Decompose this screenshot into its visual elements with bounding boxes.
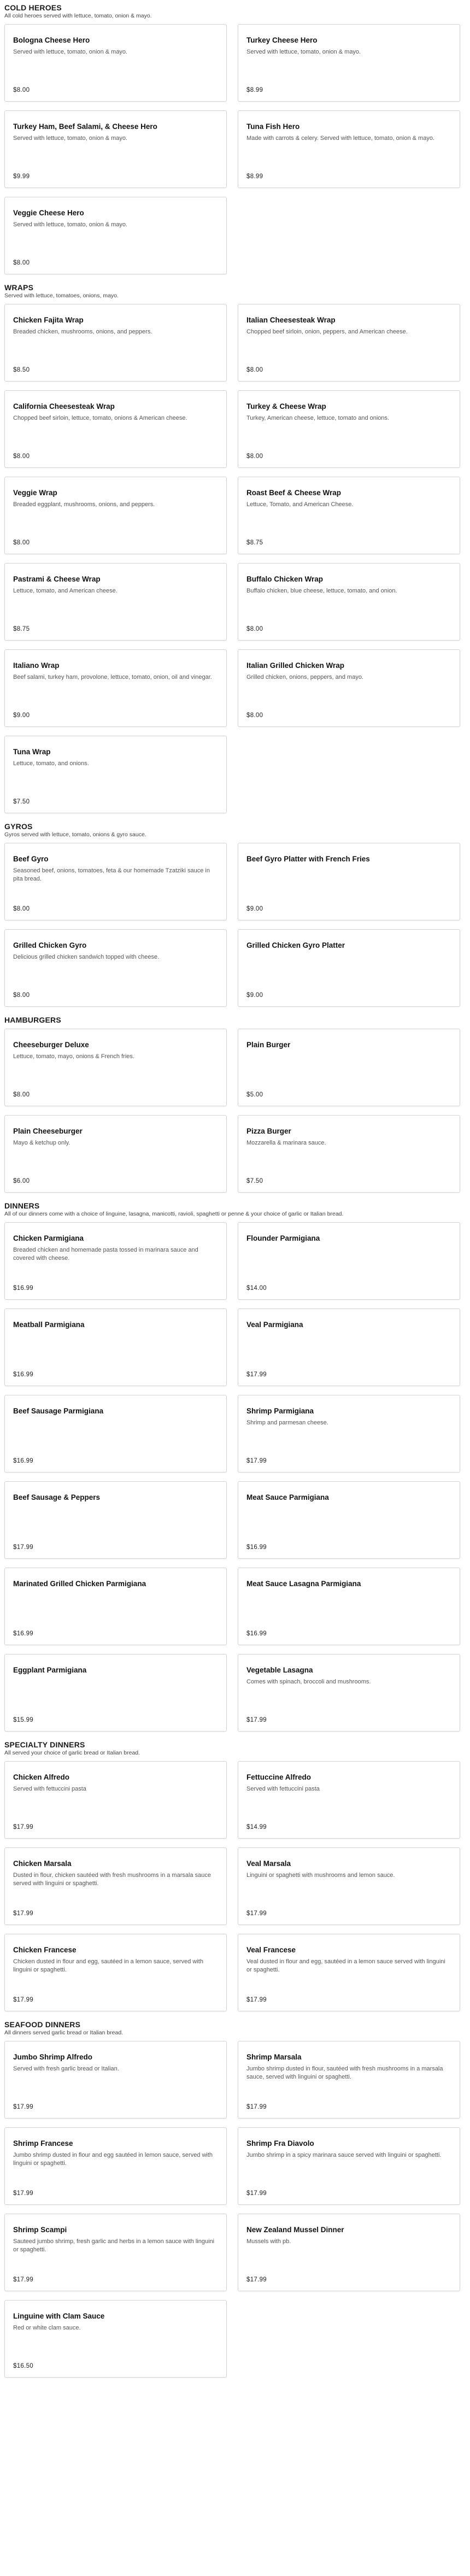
menu-item-price: $17.99 <box>246 1458 267 1464</box>
menu-item-grid <box>4 2041 466 2378</box>
menu-item-price: $14.99 <box>246 1824 267 1830</box>
menu-item-card[interactable] <box>238 1222 460 1300</box>
menu-item-card[interactable] <box>4 24 227 102</box>
menu-item-name: Eggplant Parmigiana <box>13 1666 87 1674</box>
menu-item-name: Tuna Fish Hero <box>246 122 300 131</box>
menu-item-description: Comes with spinach, broccoli and mushrooms. <box>246 1679 371 1685</box>
menu-item-name: Meatball Parmigiana <box>13 1321 85 1329</box>
menu-item-card[interactable] <box>4 390 227 468</box>
menu-item-description: Lettuce, tomato, and American cheese. <box>13 588 118 594</box>
menu-item-name: Jumbo Shrimp Alfredo <box>13 2053 93 2061</box>
menu-item-card[interactable] <box>4 1761 227 1839</box>
menu-item-description: Jumbo shrimp dusted in flour and egg sautéed in lemon sauce, served with linguini or spaghetti. <box>13 2152 213 2167</box>
section-title: HAMBURGERS <box>4 1016 61 1024</box>
menu-item-price: $17.99 <box>13 2104 33 2110</box>
section-description: All cold heroes served with lettuce, tomato, onion & mayo. <box>4 13 152 19</box>
menu-item-description: Lettuce, Tomato, and American Cheese. <box>246 501 354 508</box>
menu-item-description: Grilled chicken, onions, peppers, and mayo. <box>246 674 364 680</box>
menu-item-name: Beef Gyro Platter with French Fries <box>246 855 370 863</box>
menu-item-grid <box>4 304 466 813</box>
menu-item-card[interactable] <box>238 110 460 188</box>
menu-item-grid <box>4 1222 466 1732</box>
menu-item-description: Served with lettuce, tomato, onion & mayo. <box>13 49 128 55</box>
menu-item-card[interactable] <box>4 1934 227 2011</box>
menu-item-name: Plain Burger <box>246 1041 291 1049</box>
menu-item-name: Vegetable Lasagna <box>246 1666 313 1674</box>
section-title: DINNERS <box>4 1201 40 1210</box>
menu-section-gyros <box>0 819 470 1007</box>
menu-item-description <box>246 953 451 989</box>
menu-item-description: Breaded chicken and homemade pasta tossed in marinara sauce and covered with cheese. <box>13 1247 198 1261</box>
menu-section-specialty-dinners <box>0 1737 470 2011</box>
menu-item-description <box>13 1333 218 1368</box>
section-title: SPECIALTY DINNERS <box>4 1740 85 1749</box>
menu-item-card[interactable] <box>238 1654 460 1732</box>
menu-item-name: Bologna Cheese Hero <box>13 36 90 44</box>
menu-item-card[interactable] <box>238 1115 460 1193</box>
menu-item-card[interactable] <box>4 1481 227 1559</box>
menu-item-description <box>13 1419 218 1454</box>
menu-item-name: Buffalo Chicken Wrap <box>246 575 324 583</box>
menu-item-price: $15.99 <box>13 1717 33 1723</box>
menu-item-price: $17.99 <box>13 1997 33 2003</box>
menu-item-card[interactable] <box>238 929 460 1007</box>
menu-item-name: Turkey & Cheese Wrap <box>246 402 326 410</box>
menu-item-card[interactable] <box>4 2041 227 2119</box>
menu-item-card[interactable] <box>238 2214 460 2291</box>
section-description: All of our dinners come with a choice of linguine, lasagna, manicotti, ravioli, spaghetti or penne & your choice of garlic or Italian bread. <box>4 1211 344 1217</box>
menu-item-price: $7.50 <box>246 1178 263 1184</box>
menu-item-price: $9.99 <box>13 173 30 180</box>
menu-item-description: Jumbo shrimp in a spicy marinara sauce served with linguini or spaghetti. <box>246 2152 442 2158</box>
menu-item-price: $17.99 <box>13 1544 33 1551</box>
menu-item-grid <box>4 1761 466 2011</box>
menu-item-price: $17.99 <box>246 2104 267 2110</box>
menu-item-name: Italiano Wrap <box>13 661 60 670</box>
menu-item-price: $9.00 <box>246 992 263 999</box>
menu-item-price: $8.99 <box>246 87 263 93</box>
menu-item-name: Tuna Wrap <box>13 748 51 756</box>
menu-item-name: New Zealand Mussel Dinner <box>246 2226 344 2234</box>
menu-item-card[interactable] <box>238 2041 460 2119</box>
menu-item-card[interactable] <box>238 477 460 554</box>
menu-item-description: Seasoned beef, onions, tomatoes, feta & our homemade Tzatziki sauce in pita bread. <box>13 867 210 882</box>
menu-item-name: Roast Beef & Cheese Wrap <box>246 489 342 497</box>
menu-item-card[interactable] <box>4 110 227 188</box>
menu-item-name: Shrimp Fra Diavolo <box>246 2139 314 2147</box>
menu-item-price: $14.00 <box>246 1285 267 1292</box>
menu-item-description: Lettuce, tomato, and onions. <box>13 760 89 767</box>
menu-item-card[interactable] <box>238 1847 460 1925</box>
menu-item-price: $8.99 <box>246 173 263 180</box>
menu-item-card[interactable] <box>238 1308 460 1386</box>
menu-item-card[interactable] <box>4 1395 227 1472</box>
menu-item-price: $17.99 <box>246 1910 267 1917</box>
menu-item-price: $17.99 <box>13 1910 33 1917</box>
menu-item-card[interactable] <box>4 1308 227 1386</box>
menu-item-description: Mozzarella & marinara sauce. <box>246 1140 326 1146</box>
menu-item-price: $8.75 <box>246 539 263 546</box>
menu-item-description: Buffalo chicken, blue cheese, lettuce, tomato, and onion. <box>246 588 397 594</box>
menu-item-card[interactable] <box>4 1847 227 1925</box>
menu-item-card[interactable] <box>238 24 460 102</box>
menu-item-card[interactable] <box>238 1395 460 1472</box>
menu-item-name: Shrimp Parmigiana <box>246 1407 314 1415</box>
menu-item-price: $17.99 <box>246 1371 267 1378</box>
menu-item-description: Turkey, American cheese, lettuce, tomato and onions. <box>246 415 390 421</box>
menu-item-description: Chopped beef sirloin, onion, peppers, and American cheese. <box>246 328 408 335</box>
menu-item-description: Chopped beef sirloin, lettuce, tomato, onions & American cheese. <box>13 415 187 421</box>
menu-item-price: $17.99 <box>13 1824 33 1830</box>
menu-item-card[interactable] <box>4 1654 227 1732</box>
menu-item-grid <box>4 1029 466 1193</box>
menu-item-price: $16.99 <box>13 1371 33 1378</box>
menu-item-price: $8.00 <box>13 87 30 93</box>
menu-item-card[interactable] <box>4 929 227 1007</box>
menu-item-description: Shrimp and parmesan cheese. <box>246 1419 328 1426</box>
section-spacer <box>4 1024 466 1029</box>
menu-item-name: Veal Parmigiana <box>246 1321 303 1329</box>
menu-section-dinners <box>0 1198 470 1732</box>
menu-item-card[interactable] <box>4 563 227 641</box>
menu-item-card[interactable] <box>238 1029 460 1106</box>
menu-item-name: Plain Cheeseburger <box>13 1127 83 1135</box>
menu-item-card[interactable] <box>4 1222 227 1300</box>
menu-item-price: $8.00 <box>246 453 263 460</box>
menu-item-price: $16.50 <box>13 2363 33 2369</box>
menu-item-price: $16.99 <box>246 1544 267 1551</box>
menu-item-price: $16.99 <box>13 1285 33 1292</box>
section-title: WRAPS <box>4 283 34 292</box>
menu-item-name: Shrimp Francese <box>13 2139 73 2147</box>
menu-item-card[interactable] <box>4 2214 227 2291</box>
menu-item-name: Veal Marsala <box>246 1859 291 1868</box>
menu-item-description: Mussels with pb. <box>246 2238 291 2245</box>
menu-item-price: $8.00 <box>246 712 263 719</box>
menu-item-price: $8.00 <box>13 539 30 546</box>
menu-item-description <box>246 867 451 902</box>
menu-item-name: Italian Grilled Chicken Wrap <box>246 661 345 670</box>
menu-item-description <box>246 1333 451 1368</box>
menu-item-name: Chicken Fajita Wrap <box>13 316 84 324</box>
menu-item-price: $7.50 <box>13 799 30 805</box>
menu-item-description <box>246 1592 451 1627</box>
menu-item-name: Meat Sauce Parmigiana <box>246 1493 329 1501</box>
menu-item-card[interactable] <box>238 649 460 727</box>
menu-item-price: $8.00 <box>246 626 263 632</box>
menu-item-name: Pizza Burger <box>246 1127 291 1135</box>
menu-item-card[interactable] <box>4 304 227 382</box>
menu-item-name: Veggie Wrap <box>13 489 57 497</box>
menu-item-name: Chicken Parmigiana <box>13 1234 84 1242</box>
menu-item-description: Veal dusted in flour and egg, sautéed in a lemon sauce served with linguini or spaghetti. <box>246 1958 445 1973</box>
section-description: Gyros served with lettuce, tomato, onions & gyro sauce. <box>4 831 146 838</box>
menu-item-name: Chicken Marsala <box>13 1859 72 1868</box>
menu-item-description: Linguini or spaghetti with mushrooms and lemon sauce. <box>246 1872 395 1879</box>
menu-item-card[interactable] <box>4 736 227 813</box>
menu-item-name: Pastrami & Cheese Wrap <box>13 575 101 583</box>
section-description: All dinners served garlic bread or Italian bread. <box>4 2029 124 2036</box>
menu-item-price: $17.99 <box>246 1997 267 2003</box>
menu-item-card[interactable] <box>4 1115 227 1193</box>
menu-item-price: $8.75 <box>13 626 30 632</box>
menu-item-card[interactable] <box>4 477 227 554</box>
menu-item-price: $17.99 <box>246 1717 267 1723</box>
menu-item-description: Sauteed jumbo shrimp, fresh garlic and herbs in a lemon sauce with linguini or spaghetti. <box>13 2238 215 2253</box>
menu-item-price: $16.99 <box>246 1630 267 1637</box>
menu-item-card[interactable] <box>4 197 227 274</box>
menu-item-name: Marinated Grilled Chicken Parmigiana <box>13 1580 146 1588</box>
menu-item-name: Beef Sausage & Peppers <box>13 1493 101 1501</box>
menu-item-name: Turkey Ham, Beef Salami, & Cheese Hero <box>13 122 157 131</box>
menu-section-hamburgers <box>0 1012 470 1193</box>
menu-item-price: $8.50 <box>13 367 30 373</box>
menu-item-name: Chicken Alfredo <box>13 1773 70 1781</box>
menu-item-card[interactable] <box>238 2127 460 2205</box>
menu-item-price: $9.00 <box>13 712 30 719</box>
menu-item-name: California Cheesesteak Wrap <box>13 402 115 410</box>
menu-item-name: Meat Sauce Lasagna Parmigiana <box>246 1580 361 1588</box>
menu-item-card[interactable] <box>238 1481 460 1559</box>
menu-item-grid <box>4 24 466 274</box>
menu-item-price: $8.00 <box>13 1092 30 1098</box>
menu-item-description: Mayo & ketchup only. <box>13 1140 70 1146</box>
menu-item-description <box>13 1678 218 1714</box>
menu-item-price: $17.99 <box>246 2190 267 2197</box>
menu-item-price: $5.00 <box>246 1092 263 1098</box>
menu-item-card[interactable] <box>4 843 227 920</box>
menu-item-name: Veal Francese <box>246 1946 296 1954</box>
menu-item-price: $9.00 <box>246 906 263 912</box>
menu-section-cold-heroes <box>0 0 470 274</box>
menu-item-description: Dusted in flour, chicken sautéed with fresh mushrooms in a marsala sauce served with linguini or spaghetti. <box>13 1872 211 1887</box>
menu-item-name: Linguine with Clam Sauce <box>13 2312 105 2320</box>
menu-item-name: Chicken Francese <box>13 1946 77 1954</box>
menu-item-card[interactable] <box>238 563 460 641</box>
section-title: COLD HEROES <box>4 3 62 12</box>
menu-item-card[interactable] <box>4 649 227 727</box>
menu-item-description: Red or white clam sauce. <box>13 2325 81 2331</box>
menu-item-price: $17.99 <box>13 2190 33 2197</box>
menu-item-name: Veggie Cheese Hero <box>13 209 84 217</box>
menu-item-price: $8.00 <box>246 367 263 373</box>
menu-item-description: Jumbo shrimp dusted in flour, sautéed with fresh mushrooms in a marsala sauce, served with linguini or spaghetti. <box>246 2066 443 2080</box>
section-title: GYROS <box>4 822 33 831</box>
menu-item-price: $8.00 <box>13 906 30 912</box>
menu-item-description <box>246 1053 451 1088</box>
menu-item-name: Grilled Chicken Gyro Platter <box>246 941 345 949</box>
menu-item-description: Served with fettuccini pasta <box>13 1786 86 1792</box>
menu-item-price: $8.00 <box>13 453 30 460</box>
menu-item-price: $16.99 <box>13 1458 33 1464</box>
menu-item-card[interactable] <box>238 1761 460 1839</box>
section-description: All served your choice of garlic bread or Italian bread. <box>4 1750 140 1756</box>
menu-item-price: $8.00 <box>13 260 30 266</box>
menu-item-description <box>246 1246 451 1282</box>
menu-item-price: $8.00 <box>13 992 30 999</box>
menu-item-description: Served with fresh garlic bread or Italian. <box>13 2066 119 2072</box>
menu-item-card[interactable] <box>4 1568 227 1645</box>
menu-item-name: Beef Sausage Parmigiana <box>13 1407 104 1415</box>
menu-item-description: Lettuce, tomato, mayo, onions & French fries. <box>13 1053 134 1060</box>
menu-item-name: Shrimp Scampi <box>13 2226 67 2234</box>
menu-item-description: Breaded eggplant, mushrooms, onions, and peppers. <box>13 501 155 508</box>
menu-item-description: Served with lettuce, tomato, onion & mayo. <box>246 49 361 55</box>
menu-item-description: Served with fettuccini pasta <box>246 1786 320 1792</box>
menu-item-description: Served with lettuce, tomato, onion & mayo. <box>13 135 128 142</box>
menu-item-card[interactable] <box>238 390 460 468</box>
menu-item-card[interactable] <box>238 843 460 920</box>
menu-item-name: Fettuccine Alfredo <box>246 1773 312 1781</box>
menu-item-name: Beef Gyro <box>13 855 49 863</box>
menu-item-name: Grilled Chicken Gyro <box>13 941 87 949</box>
section-title: SEAFOOD DINNERS <box>4 2020 81 2029</box>
menu-item-card[interactable] <box>4 2300 227 2378</box>
menu-item-name: Italian Cheesesteak Wrap <box>246 316 336 324</box>
menu-item-price: $16.99 <box>13 1630 33 1637</box>
section-description: Served with lettuce, tomatoes, onions, mayo. <box>4 292 119 299</box>
menu-item-description: Breaded chicken, mushrooms, onions, and peppers. <box>13 328 152 335</box>
menu-item-card[interactable] <box>4 1029 227 1106</box>
menu-item-description: Chicken dusted in flour and egg, sautéed in a lemon sauce, served with linguini or spaghetti. <box>13 1958 203 1973</box>
menu-item-card[interactable] <box>4 2127 227 2205</box>
menu-section-wraps <box>0 280 470 813</box>
menu-item-name: Shrimp Marsala <box>246 2053 302 2061</box>
menu-item-name: Flounder Parmigiana <box>246 1234 320 1242</box>
menu-item-name: Cheeseburger Deluxe <box>13 1041 89 1049</box>
menu-item-grid <box>4 843 466 1007</box>
menu-item-card[interactable] <box>238 304 460 382</box>
menu-item-description: Delicious grilled chicken sandwich topped with cheese. <box>13 954 160 960</box>
menu-item-description <box>13 1592 218 1627</box>
menu-item-price: $6.00 <box>13 1178 30 1184</box>
menu-item-description: Served with lettuce, tomato, onion & mayo. <box>13 221 128 228</box>
menu-item-description <box>246 1505 451 1541</box>
menu-item-name: Turkey Cheese Hero <box>246 36 318 44</box>
menu-item-description: Beef salami, turkey ham, provolone, lettuce, tomato, onion, oil and vinegar. <box>13 674 212 680</box>
menu-item-price: $17.99 <box>246 2276 267 2283</box>
menu-item-card[interactable] <box>238 1934 460 2011</box>
menu-item-description: Made with carrots & celery. Served with lettuce, tomato, onion & mayo. <box>246 135 435 142</box>
menu-item-description <box>13 1505 218 1541</box>
menu-item-price: $17.99 <box>13 2276 33 2283</box>
menu-section-seafood-dinners <box>0 2017 470 2378</box>
menu-item-card[interactable] <box>238 1568 460 1645</box>
